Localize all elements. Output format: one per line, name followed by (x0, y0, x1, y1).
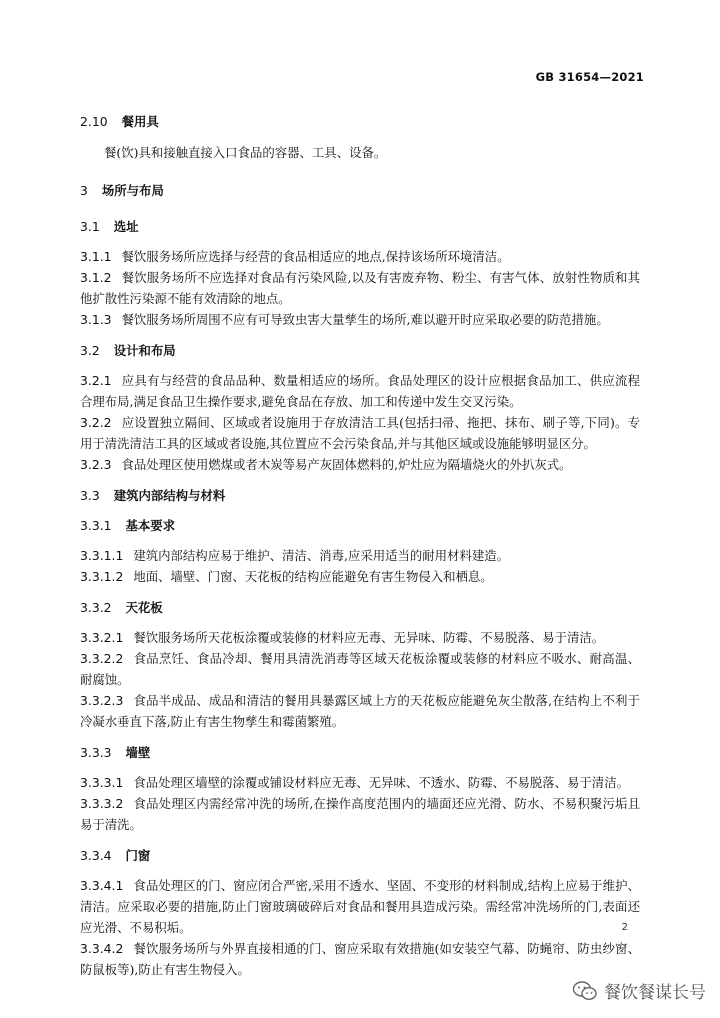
wechat-icon (572, 980, 598, 1002)
heading-3-1 (80, 217, 640, 237)
clause-text: 食品处理区墙壁的涂覆或铺设材料应无毒、无异味、不透水、防霉、不易脱落、易于清洁。 (133, 775, 629, 790)
heading-number: 3.3.2 (80, 600, 112, 615)
clause-text: 食品烹饪、食品冷却、餐用具清洗消毒等区域天花板涂覆或装修的材料应不吸水、耐高温、耐腐蚀。 (80, 651, 640, 687)
heading-number: 2.10 (80, 114, 108, 129)
clause-number: 3.1.3 (80, 312, 112, 327)
paragraph-3-1-3 (80, 309, 640, 330)
document-body (80, 112, 640, 980)
clause-number: 3.1.1 (80, 249, 112, 264)
heading-number: 3 (80, 183, 88, 198)
page-number: 2 (621, 922, 628, 933)
clause-number: 3.3.2.1 (80, 630, 124, 645)
heading-title: 天花板 (125, 600, 163, 615)
paragraph-3-3-4-1 (80, 875, 640, 938)
clause-number: 3.1.2 (80, 270, 112, 285)
paragraph-3-3-4-2 (80, 938, 640, 980)
heading-3 (80, 181, 640, 201)
clause-text: 餐饮服务场所与外界直接相通的门、窗应采取有效措施(如安装空气幕、防蝇帘、防虫纱窗、防鼠板等),防止有害生物侵入。 (80, 941, 640, 977)
paragraph-3-3-3-2 (80, 793, 640, 835)
clause-text: 食品处理区内需经常冲洗的场所,在操作高度范围内的墙面还应光滑、防水、不易积聚污垢且易于清洗。 (80, 796, 640, 832)
paragraph-3-2-2 (80, 412, 640, 454)
heading-number: 3.1 (80, 219, 100, 234)
clause-number: 3.3.3.1 (80, 775, 124, 790)
heading-number: 3.2 (80, 343, 100, 358)
heading-number: 3.3 (80, 488, 100, 503)
heading-3-3-4 (80, 846, 640, 866)
paragraph-3-1-1 (80, 246, 640, 267)
heading-3-3-1 (80, 516, 640, 536)
paragraph-3-1-2 (80, 267, 640, 309)
heading-title: 选址 (113, 219, 139, 234)
paragraph-3-2-1 (80, 370, 640, 412)
clause-number: 3.3.2.2 (80, 651, 124, 666)
clause-text: 餐饮服务场所不应选择对食品有污染风险,以及有害废弃物、粉尘、有害气体、放射性物质和其他扩散性污染源不能有效清除的地点。 (80, 270, 640, 306)
clause-number: 3.2.2 (80, 415, 112, 430)
clause-number: 3.3.2.3 (80, 693, 124, 708)
heading-number: 3.3.3 (80, 745, 112, 760)
heading-title: 墙壁 (125, 745, 151, 760)
heading-number: 3.3.1 (80, 518, 112, 533)
watermark-text: 餐饮餐谋长号 (604, 983, 706, 1003)
clause-text: 应设置独立隔间、区域或者设施用于存放清洁工具(包括扫帚、拖把、抹布、刷子等,下同)。专用于清洗清洁工具的区域或者设施,其位置应不会污染食品,并与其他区域或设施能够明显区分。 (80, 415, 640, 451)
paragraph-3-3-1-1 (80, 545, 640, 566)
paragraph-3-3-2-3 (80, 690, 640, 732)
clause-text: 应具有与经营的食品品种、数量相适应的场所。食品处理区的设计应根据食品加工、供应流程合理布局,满足食品卫生操作要求,避免食品在存放、加工和传递中发生交叉污染。 (80, 373, 640, 409)
heading-title: 基本要求 (125, 518, 176, 533)
heading-number: 3.3.4 (80, 848, 112, 863)
heading-title: 门窗 (125, 848, 151, 863)
clause-text: 食品处理区使用燃煤或者木炭等易产灰固体燃料的,炉灶应为隔墙烧火的外扒灰式。 (121, 457, 572, 472)
clause-number: 3.3.1.2 (80, 569, 124, 584)
paragraph-3-3-2-2 (80, 648, 640, 690)
clause-text: 地面、墙壁、门窗、天花板的结构应能避免有害生物侵入和栖息。 (133, 569, 493, 584)
heading-title: 设计和布局 (113, 343, 176, 358)
clause-number: 3.3.1.1 (80, 548, 124, 563)
clause-text: 餐饮服务场所周围不应有可导致虫害大量孳生的场所,难以避开时应采取必要的防范措施。 (121, 312, 609, 327)
heading-title: 餐用具 (121, 114, 159, 129)
paragraph-3-2-3 (80, 454, 640, 475)
paragraph-3-3-3-1 (80, 772, 640, 793)
heading-title: 建筑内部结构与材料 (113, 488, 226, 503)
heading-2-10 (80, 112, 640, 132)
heading-3-3 (80, 486, 640, 506)
clause-number: 3.3.4.1 (80, 878, 124, 893)
clause-number: 3.3.4.2 (80, 941, 124, 956)
heading-3-3-2 (80, 598, 640, 618)
clause-number: 3.2.3 (80, 457, 112, 472)
watermark (572, 978, 706, 1003)
paragraph-3-3-2-1 (80, 627, 640, 648)
paragraph-3-3-1-2 (80, 566, 640, 587)
clause-number: 3.2.1 (80, 373, 112, 388)
clause-text: 食品半成品、成品和清洁的餐用具暴露区域上方的天花板应能避免灰尘散落,在结构上不利于冷凝水垂直下落,防止有害生物孳生和霉菌繁殖。 (80, 693, 640, 729)
heading-title: 场所与布局 (101, 183, 164, 198)
clause-text: 餐饮服务场所应选择与经营的食品相适应的地点,保持该场所环境清洁。 (121, 249, 510, 264)
clause-number: 3.3.3.2 (80, 796, 124, 811)
clause-text: 食品处理区的门、窗应闭合严密,采用不透水、坚固、不变形的材料制成,结构上应易于维护、清洁。应采取必要的措施,防止门窗玻璃破碎后对食品和餐用具造成污染。需经常冲洗场所的门,表面还应光滑、不易积垢。 (80, 878, 640, 935)
heading-3-2 (80, 341, 640, 361)
clause-text: 餐饮服务场所天花板涂覆或装修的材料应无毒、无异味、防霉、不易脱落、易于清洁。 (133, 630, 605, 645)
clause-text: 建筑内部结构应易于维护、清洁、消毒,应采用适当的耐用材料建造。 (133, 548, 510, 563)
heading-3-3-3 (80, 743, 640, 763)
paragraph-2-10: 餐(饮)具和接触直接入口食品的容器、工具、设备。 (104, 145, 387, 160)
standard-code: GB 31654—2021 (535, 70, 644, 84)
